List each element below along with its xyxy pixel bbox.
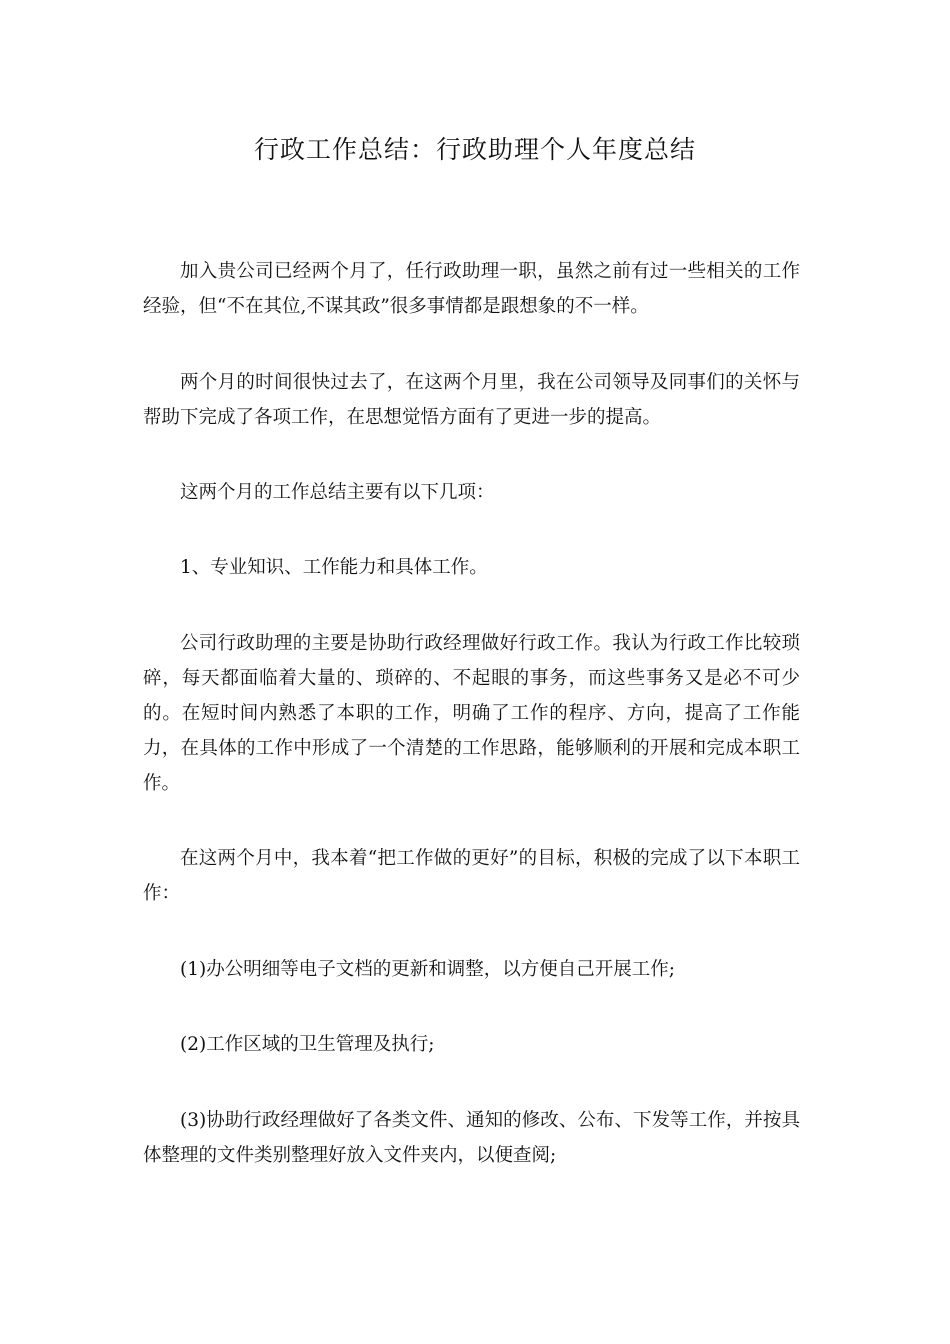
document-title: 行政工作总结：行政助理个人年度总结: [253, 135, 696, 164]
document-body: [143, 254, 800, 1173]
list-item-2: (2)工作区域的卫生管理及执行;: [180, 1034, 435, 1055]
paragraph-two-months: 两个月的时间很快过去了，在这两个月里，我在公司领导及同事们的关怀与帮助下完成了各项工作，在思想觉悟方面有了更进一步的提高。: [143, 372, 800, 428]
paragraph-intro: 加入贵公司已经两个月了，任行政助理一职，虽然之前有过一些相关的工作经验，但“不在其位,不谋其政”很多事情都是跟想象的不一样。: [143, 261, 800, 317]
paragraph-summary-lead: 这两个月的工作总结主要有以下几项：: [180, 482, 495, 503]
list-item-1: (1)办公明细等电子文档的更新和调整，以方便自己开展工作;: [180, 959, 675, 980]
list-item-3: (3)协助行政经理做好了各类文件、通知的修改、公布、下发等工作，并按具体整理的文件类别整理好放入文件夹内，以便查阅;: [143, 1110, 800, 1166]
section-heading-1: 1、专业知识、工作能力和具体工作。: [180, 557, 488, 578]
paragraph-admin-role: 公司行政助理的主要是协助行政经理做好行政工作。我认为行政工作比较琐碎，每天都面临着大量的、琐碎的、不起眼的事务，而这些事务又是必不可少的。在短时间内熟悉了本职的工作，明确了工作的程序、方向，提高了工作能力，在具体的工作中形成了一个清楚的工作思路，能够顺利的开展和完成本职工作。: [143, 633, 800, 794]
paragraph-goal: 在这两个月中，我本着“把工作做的更好”的目标，积极的完成了以下本职工作：: [143, 848, 800, 904]
